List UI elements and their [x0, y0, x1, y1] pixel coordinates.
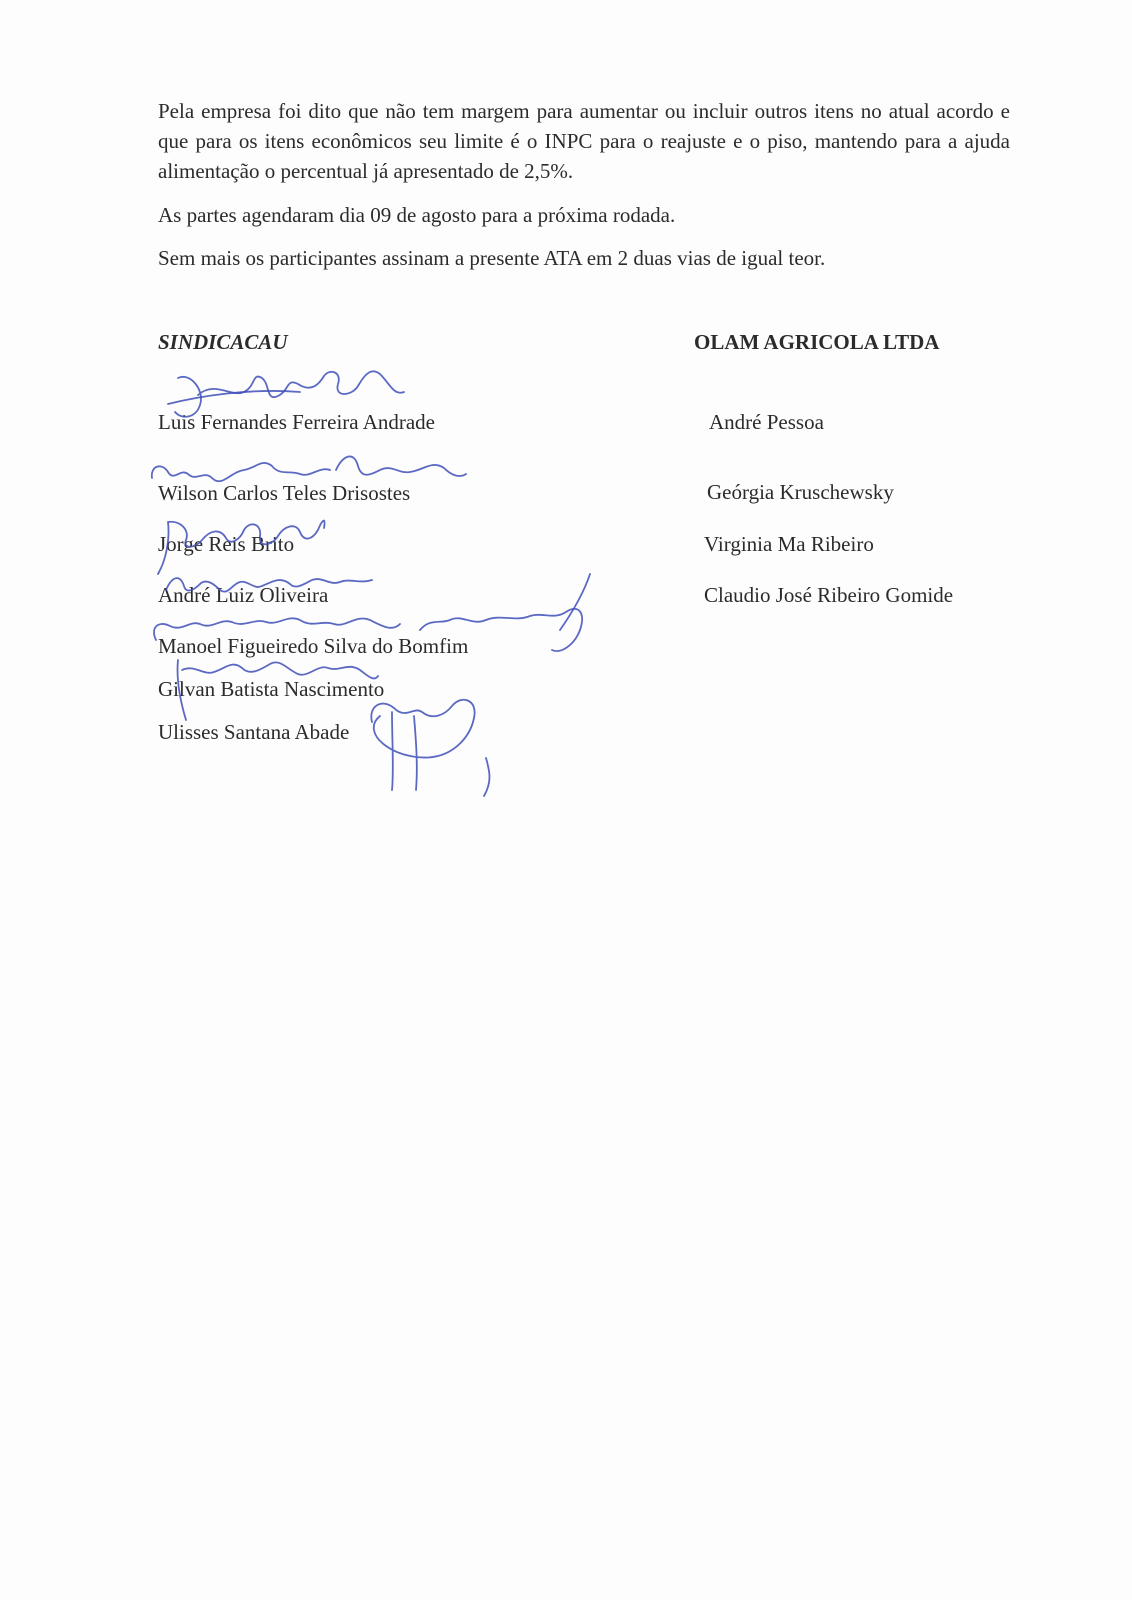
left-signatory-name: Ulisses Santana Abade — [158, 720, 350, 744]
paragraph-company-statement: Pela empresa foi dito que não tem margem para aumentar ou incluir outros itens no atual acordo e que para os itens econômicos seu limite é o INPC para o reajuste e o piso, mantendo para a ajuda alimentação o percentual já apresentado de 2,5%. — [158, 99, 1010, 183]
left-signatory-name: Wilson Carlos Teles Drisostes — [158, 481, 411, 505]
right-signatory-name: Claudio José Ribeiro Gomide — [704, 583, 954, 607]
right-signatory-name: Virginia Ma Ribeiro — [704, 532, 874, 556]
left-signatory-name: Jorge Reis Brito — [158, 532, 295, 556]
signature-scribble-2 — [152, 456, 466, 481]
left-signatory-name: André Luiz Oliveira — [158, 583, 329, 607]
right-signatory-name: André Pessoa — [709, 410, 824, 434]
paragraph-closing: Sem mais os participantes assinam a presente ATA em 2 duas vias de igual teor. — [158, 246, 826, 270]
signature-scribble-7 — [371, 700, 489, 796]
signature-scribble-1b — [168, 391, 300, 404]
paragraph-next-meeting: As partes agendaram dia 09 de agosto para a próxima rodada. — [158, 203, 676, 227]
left-signatory-name: Gilvan Batista Nascimento — [158, 677, 385, 701]
left-signatory-name: Manoel Figueiredo Silva do Bomfim — [158, 634, 469, 658]
right-party-title: OLAM AGRICOLA LTDA — [694, 330, 940, 354]
left-signatory-name: Luis Fernandes Ferreira Andrade — [158, 410, 435, 434]
right-signatory-name: Geórgia Kruschewsky — [707, 480, 894, 504]
left-party-title: SINDICACAU — [158, 330, 288, 354]
